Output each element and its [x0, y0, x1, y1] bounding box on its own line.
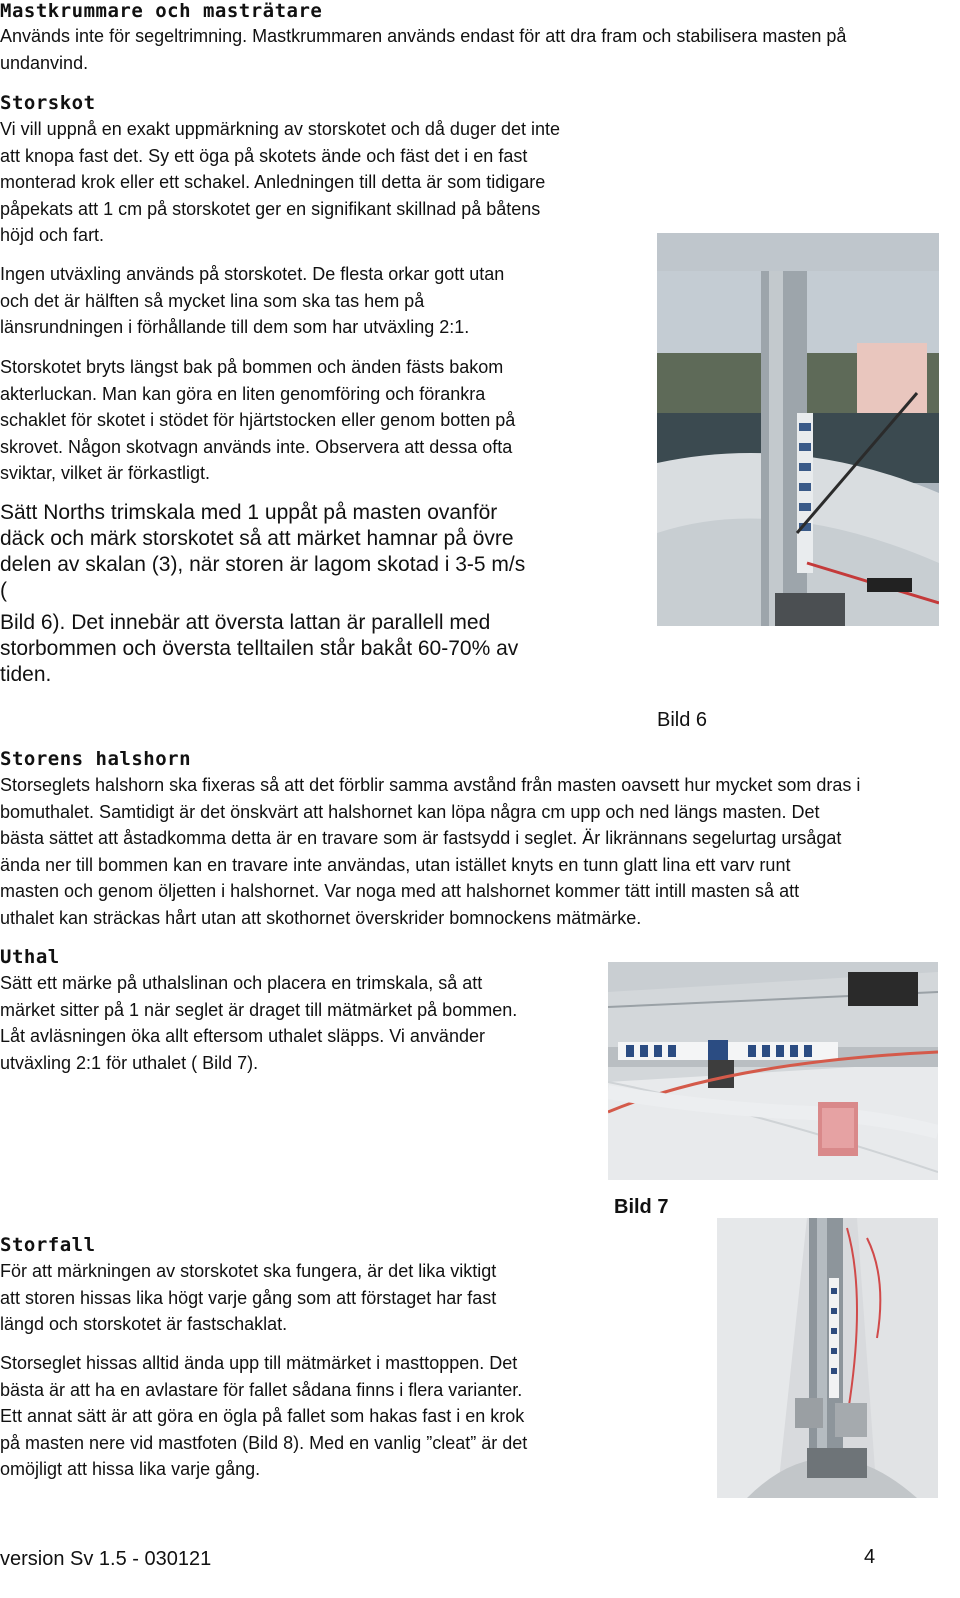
text-line: För att märkningen av storskotet ska fungera, är det lika viktigt: [0, 1261, 497, 1281]
text-line: masten och genom öljetten i halshornet. Var noga med att halshornet kommer tätt intill masten så att: [0, 881, 800, 901]
text-line: ända ner till bommen kan en travare inte användas, utan istället knyts en tunn glatt lina ett varv runt: [0, 854, 791, 875]
text-line: Sätt ett märke på uthalslinan och placera en trimskala, så att: [0, 973, 483, 993]
text-line: bästa är att ha en avlastare för fallet sådana finns i flera varianter.: [0, 1379, 523, 1400]
page-number: 4: [864, 1546, 876, 1568]
photo-bild-7: [608, 962, 938, 1180]
text-line: Storseglet hissas alltid ända upp till mätmärket i masttoppen. Det: [0, 1353, 518, 1373]
text-line: och det är hälften så mycket lina som ska tas hem på: [0, 290, 425, 311]
text-line: monterad krok eller ett schakel. Anledningen till detta är som tidigare: [0, 172, 546, 192]
text-line: akterluckan. Man kan göra en liten genomföring och förankra: [0, 383, 486, 404]
text-line: på masten nere vid mastfoten (Bild 8). Med en vanlig ”cleat” är det: [0, 1432, 528, 1453]
text-line: däck och märk storskotet så att märket hamnar på övre: [0, 527, 514, 550]
text-line: schaklet för skotet i stödet för hjärtstocken eller genom botten på: [0, 410, 516, 430]
text-line: Storseglets halshorn ska fixeras så att det förblir samma avstånd från masten oavsett hur mycket som dras i: [0, 775, 861, 795]
text-line: delen av skalan (3), när storen är lagom skotad i 3-5 m/s: [0, 553, 526, 576]
text-line: höjd och fart.: [0, 225, 105, 245]
text-line: Storskotet bryts längst bak på bommen och änden fästs bakom: [0, 357, 504, 377]
text-line: påpekats att 1 cm på storskotet ger en signifikant skillnad på båtens: [0, 198, 541, 219]
halshorn-text: [0, 772, 950, 931]
text-line: att knopa fast det. Sy ett öga på skotets ände och fäst det i en fast: [0, 145, 528, 166]
caption-bild-7: Bild 7: [614, 1196, 669, 1218]
text-line: bomuthalet. Samtidigt är det önskvärt att halshornet kan löpa några cm upp och ned längs masten. Det: [0, 801, 820, 822]
heading-storens-halshorn: Storens halshorn: [0, 748, 192, 770]
text-line: länsrundningen i förhållande till dem som har utväxling 2:1.: [0, 317, 470, 337]
text-line: längd och storskotet är fastschaklat.: [0, 1314, 288, 1334]
footer-version: version Sv 1.5 - 030121: [0, 1548, 212, 1570]
text-line: tiden.: [0, 663, 52, 686]
text-line: Låt avläsningen öka allt eftersom uthalet släpps. Vi använder: [0, 1026, 485, 1046]
text-line: Vi vill uppnå en exakt uppmärkning av storskotet och då duger det inte: [0, 119, 561, 139]
photo-bild-8: [717, 1218, 938, 1498]
text-line: Används inte för segeltrimning. Mastkrummaren används endast för att dra fram och stabilisera masten på: [0, 26, 847, 46]
storfall-paragraph-1: [0, 1258, 610, 1338]
text-line: bästa sättet att åstadkomma detta är en travare som är fastsydd i seglet. Är likrännans segelurtag ursågat: [0, 828, 842, 848]
heading-storfall: Storfall: [0, 1234, 96, 1256]
text-line: märket sitter på 1 när seglet är draget till mätmärket på bommen.: [0, 999, 518, 1020]
text-line: sviktar, vilket är förkastligt.: [0, 463, 211, 483]
text-line: (: [0, 579, 7, 602]
text-line: Bild 6). Det innebär att översta lattan är parallell med: [0, 611, 491, 634]
text-line: Sätt Norths trimskala med 1 uppåt på masten ovanför: [0, 501, 498, 524]
caption-bild-6: Bild 6: [657, 709, 708, 731]
text-line: uthalet kan sträckas hårt utan att skothornet överskrider bomnockens mätmärke.: [0, 907, 642, 928]
photo-bild-6: [657, 233, 939, 626]
heading-uthal: Uthal: [0, 946, 60, 968]
text-line: skrovet. Någon skotvagn används inte. Observera att dessa ofta: [0, 436, 513, 457]
text-line: omöjligt att hissa lika varje gång.: [0, 1459, 261, 1479]
uthal-text: [0, 970, 600, 1076]
storfall-paragraph-2: [0, 1350, 610, 1483]
storskot-paragraph-3: [0, 354, 640, 487]
text-line: att storen hissas lika högt varje gång som att förstaget har fast: [0, 1287, 497, 1308]
text-line: Ett annat sätt är att göra en ögla på fallet som hakas fast i en krok: [0, 1406, 525, 1426]
text-line: storbommen och översta telltailen står bakåt 60-70% av: [0, 637, 519, 660]
text-line: undanvind.: [0, 52, 89, 73]
heading-mastkrummare: Mastkrummare och masträtare: [0, 0, 323, 22]
storskot-paragraph-1: [0, 116, 640, 249]
mastkrummare-text: [0, 23, 940, 76]
text-line: Ingen utväxling används på storskotet. De flesta orkar gott utan: [0, 264, 505, 284]
heading-storskot: Storskot: [0, 92, 96, 114]
storskot-paragraph-2: [0, 261, 640, 341]
storskot-paragraph-4: [0, 500, 640, 688]
text-line: utväxling 2:1 för uthalet ( Bild 7).: [0, 1052, 259, 1073]
